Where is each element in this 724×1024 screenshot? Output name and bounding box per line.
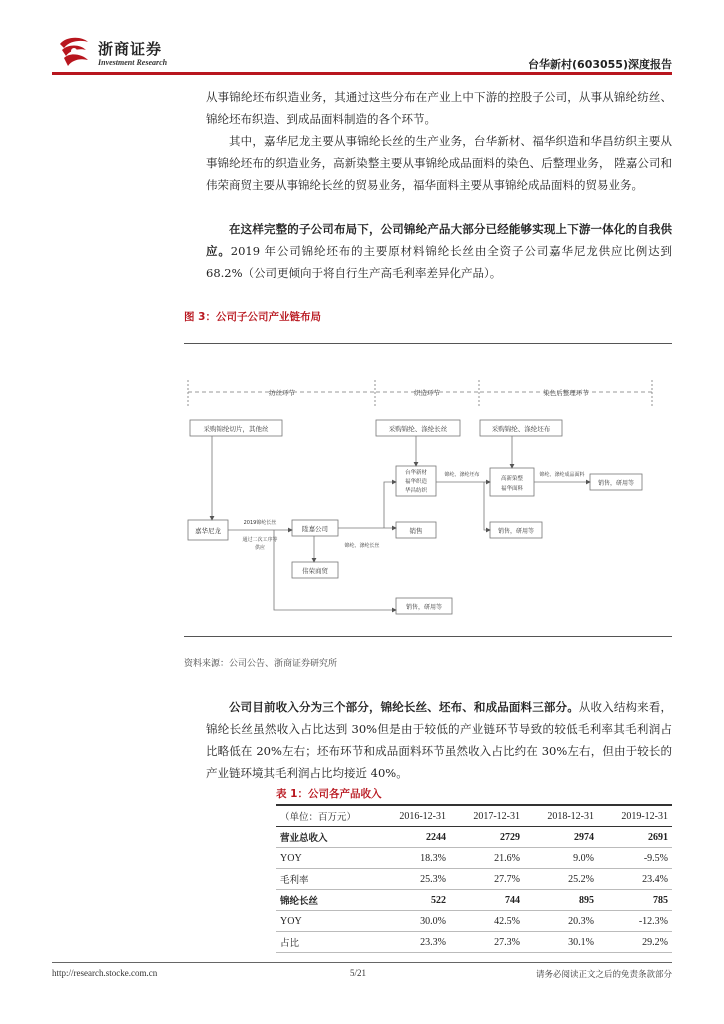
node-sales-bottom: 销售，研用等 <box>405 604 443 611</box>
table-unit: （单位：百万元） <box>276 805 376 827</box>
table-cell: 30.1% <box>524 932 598 953</box>
table-cell: 895 <box>524 890 598 911</box>
node-gaoxin: 高新染整 <box>500 476 524 482</box>
footer-rule <box>52 962 672 963</box>
paragraph-3 <box>206 218 672 284</box>
node-sales: 销售 <box>409 527 423 535</box>
stage-dyeing: 染色后整理环节 <box>543 389 589 397</box>
table-cell: 27.7% <box>450 869 524 890</box>
table-cell: 2244 <box>376 827 450 848</box>
figure-source: 资料来源：公司公告、浙商证券研究所 <box>184 659 338 669</box>
table-cell: 23.4% <box>598 869 672 890</box>
table-cell: 23.3% <box>376 932 450 953</box>
figure-rule-top <box>184 343 672 344</box>
table-row <box>276 890 672 911</box>
table-cell: 27.3% <box>450 932 524 953</box>
logo-icon <box>56 36 92 66</box>
node-fuhua-fabric: 福华面料 <box>500 486 524 492</box>
table-cell: 2691 <box>598 827 672 848</box>
node-sales-right: 销售，研用等 <box>597 480 635 487</box>
node-sales-fabric: 销售，研用等 <box>497 528 535 535</box>
table-cell: 744 <box>450 890 524 911</box>
buy-yarn: 采购锦纶、涤纶长丝 <box>388 425 448 433</box>
table-title: 表 1：公司各产品收入 <box>276 788 382 800</box>
label-pct: 2019锦纶长丝 <box>243 520 277 526</box>
table-row <box>276 848 672 869</box>
table-cell: 20.3% <box>524 911 598 932</box>
row-label: 锦纶长丝 <box>276 890 376 911</box>
paragraph-3-rest: 2019 年公司锦纶坯布的主要原材料锦纶长丝由全资子公司嘉华尼龙供应比例达到 68.2%（公司更倾向于将自行生产高毛利率差异化产品）。 <box>206 244 672 280</box>
node-jiahua: 嘉华尼龙 <box>195 527 221 535</box>
table-cell: -12.3% <box>598 911 672 932</box>
report-title: 台华新村(603055)深度报告 <box>528 58 672 71</box>
figure-title: 图 3：公司子公司产业链布局 <box>184 311 321 323</box>
node-shengjia: 陞嘉公司 <box>302 525 328 533</box>
table-cell: 25.3% <box>376 869 450 890</box>
table-header-row <box>276 805 672 827</box>
buy-material: 采购锦纶切片，其他丝 <box>203 425 269 433</box>
label-fabric: 锦纶、涤纶成品面料 <box>539 472 585 478</box>
paragraph-4 <box>206 696 672 784</box>
table-cell: 21.6% <box>450 848 524 869</box>
table-cell: 2729 <box>450 827 524 848</box>
table-cell: 522 <box>376 890 450 911</box>
table-row <box>276 827 672 848</box>
node-taihua: 台华新材 <box>404 470 428 476</box>
table-cell: 2974 <box>524 827 598 848</box>
brand-subtitle: Investment Research <box>98 58 168 67</box>
table-cell: 785 <box>598 890 672 911</box>
page-number: 5/21 <box>350 968 367 978</box>
table-cell: 42.5% <box>450 911 524 932</box>
header-rule <box>52 72 672 75</box>
table-cell: 18.3% <box>376 848 450 869</box>
table-row <box>276 932 672 953</box>
table-year: 2018-12-31 <box>524 805 598 827</box>
table-year: 2017-12-31 <box>450 805 524 827</box>
paragraph-3-bold: 在这样完整的子公司布局下，公司锦纶产品大部分已经能够实现上下游一体化的自我供应。 <box>206 222 672 258</box>
label-supply2: 供应 <box>254 545 266 551</box>
table-row <box>276 869 672 890</box>
label-supply: 通过二次工序等 <box>242 537 278 543</box>
footer-url[interactable]: http://research.stocke.com.cn <box>52 968 158 978</box>
supply-chain-diagram <box>184 352 672 628</box>
row-label: 毛利率 <box>276 869 376 890</box>
table-cell: -9.5% <box>598 848 672 869</box>
table-cell: 30.0% <box>376 911 450 932</box>
label-grey: 锦纶、涤纶坯布 <box>444 472 480 478</box>
table-cell: 29.2% <box>598 932 672 953</box>
label-nylon: 锦纶、涤纶长丝 <box>344 543 380 549</box>
brand-name: 浙商证券 <box>98 40 163 58</box>
paragraph-1: 从事锦纶坯布织造业务，其通过这些分布在产业上中下游的控股子公司，从事从锦纶纺丝、锦纶坯布织造、到成品面料制造的各个环节。 <box>206 90 672 126</box>
table-year: 2016-12-31 <box>376 805 450 827</box>
paragraph-2: 其中，嘉华尼龙主要从事锦纶长丝的生产业务，台华新材、福华织造和华昌纺织主要从事锦纶坯布的织造业务，高新染整主要从事锦纶成品面料的染色、后整理业务， 陞嘉公司和伟荣商贸主要从事锦纶长丝的贸易业务，福华面料主要从事锦纶成品面料的贸易业务。 <box>206 134 672 192</box>
node-fuhua-weaving: 福华织造 <box>404 479 428 485</box>
node-weirong: 伟荣商贸 <box>302 567 328 575</box>
buy-grey: 采购锦纶、涤纶坯布 <box>491 425 551 433</box>
table-row <box>276 911 672 932</box>
table-cell: 25.2% <box>524 869 598 890</box>
stage-weaving: 织造环节 <box>414 389 440 397</box>
paragraph-4-rest: 从收入结构来看，锦纶长丝虽然收入占比达到 30%但是由于较低的产业链环节导致的较低毛利率其毛利润占比略低在 20%左右；坯布环节和成品面料环节虽然收入占比约在 30%左右，但由于较长的产业链环境其毛利润占比均接近 40%。 <box>206 700 673 780</box>
row-label: YOY <box>276 848 376 869</box>
paragraph-4-bold: 公司目前收入分为三个部分，锦纶长丝、坯布、和成品面料三部分。 <box>229 700 579 714</box>
footer-disclaimer: 请务必阅读正文之后的免责条款部分 <box>535 970 672 980</box>
table-year: 2019-12-31 <box>598 805 672 827</box>
figure-rule-bottom <box>184 636 672 637</box>
table-cell: 9.0% <box>524 848 598 869</box>
row-label: 营业总收入 <box>276 827 376 848</box>
stage-spinning: 纺丝环节 <box>269 389 295 397</box>
node-huachang: 华昌纺织 <box>404 488 428 494</box>
revenue-table <box>276 804 672 953</box>
row-label: 占比 <box>276 932 376 953</box>
row-label: YOY <box>276 911 376 932</box>
